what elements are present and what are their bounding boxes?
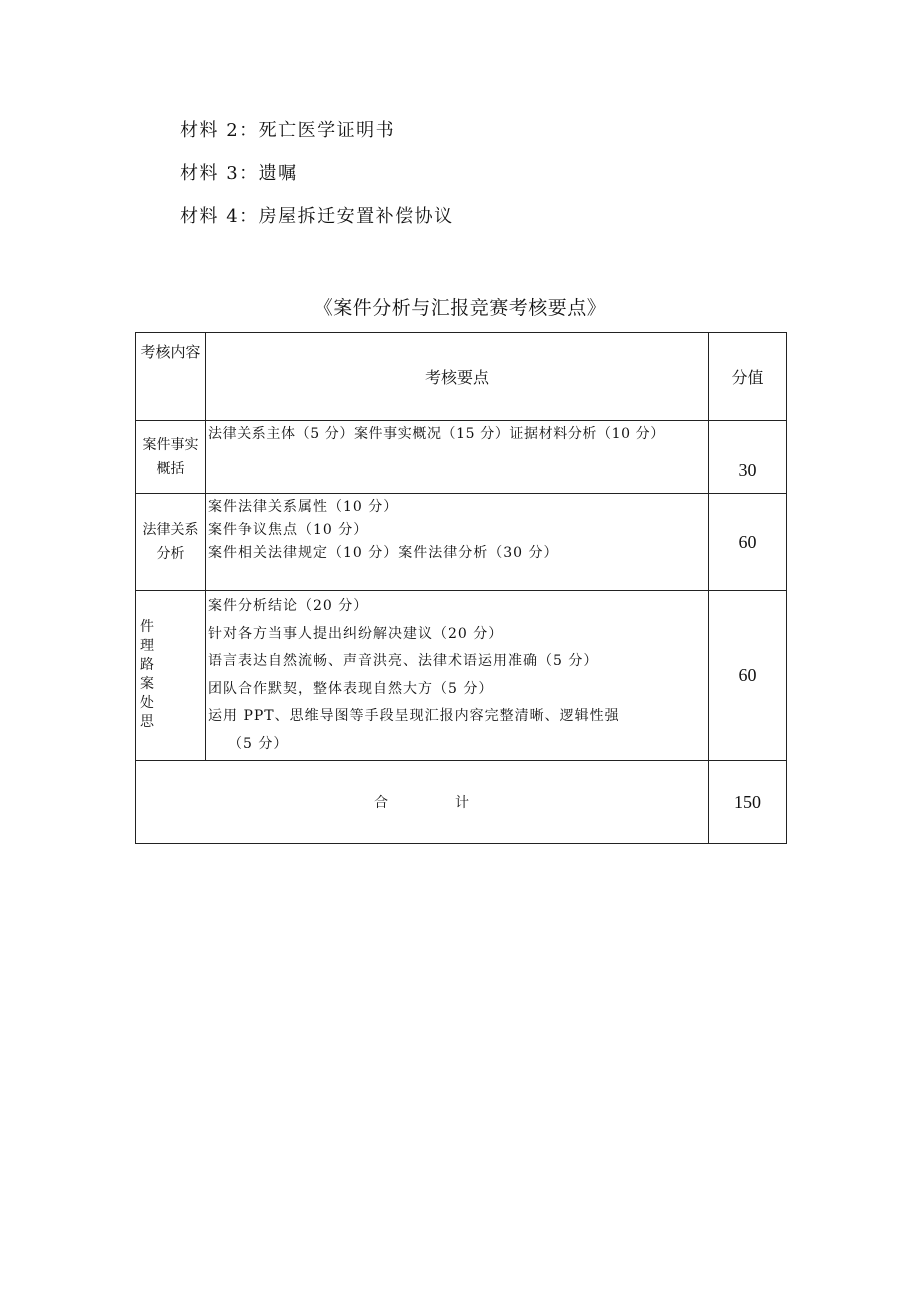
material-4: 材料 4：房屋拆迁安置补偿协议 (180, 206, 454, 227)
material-2: 材料 2：死亡医学证明书 (180, 120, 396, 141)
row-2-points (206, 494, 709, 591)
table-header-row (136, 333, 787, 421)
row-3-item: 团队合作默契，整体表现自然大方（5 分） (208, 680, 494, 697)
row-2-score: 60 (709, 494, 787, 591)
row-3-category-vertical: 件 理 路 案 处 思 (140, 618, 154, 730)
table-title: 《案件分析与汇报竞赛考核要点》 (313, 297, 607, 319)
row-2-item: 案件法律关系属性（10 分） (208, 499, 399, 515)
row-1-category: 案件事实概括 (136, 421, 206, 494)
row-2-category: 法律关系分析 (136, 494, 206, 591)
header-score: 分值 (709, 333, 787, 421)
row-3-item: 案件分析结论（20 分） (208, 598, 369, 614)
total-score: 150 (709, 761, 787, 844)
row-3-points (206, 591, 709, 761)
total-label: 合 计 (136, 761, 709, 844)
assessment-table-wrapper (135, 332, 787, 844)
row-1-points (206, 421, 709, 494)
row-3-item: 运用 PPT、思维导图等手段呈现汇报内容完整清晰、逻辑性强 (208, 708, 620, 724)
material-3: 材料 3：遗嘱 (180, 163, 298, 184)
row-3-category (136, 591, 206, 761)
row-3-score: 60 (709, 591, 787, 761)
assessment-table (135, 332, 787, 844)
row-2-item: 案件争议焦点（10 分） (208, 522, 369, 538)
header-points: 考核要点 (206, 333, 709, 421)
row-3-item: （5 分） (228, 735, 289, 752)
materials-list (180, 114, 454, 243)
table-total-row (136, 761, 787, 844)
row-3-item: 针对各方当事人提出纠纷解决建议（20 分） (208, 625, 504, 642)
row-1-score: 30 (709, 421, 787, 494)
row-1-item: 法律关系主体（5 分）案件事实概况（15 分）证据材料分析（10 分） (208, 426, 665, 442)
header-content: 考核内容 (136, 333, 206, 421)
table-row (136, 421, 787, 494)
table-row (136, 591, 787, 761)
row-2-item: 案件相关法律规定（10 分）案件法律分析（30 分） (208, 545, 559, 561)
row-3-item: 语言表达自然流畅、声音洪亮、法律术语运用准确（5 分） (208, 653, 599, 669)
table-row (136, 494, 787, 591)
